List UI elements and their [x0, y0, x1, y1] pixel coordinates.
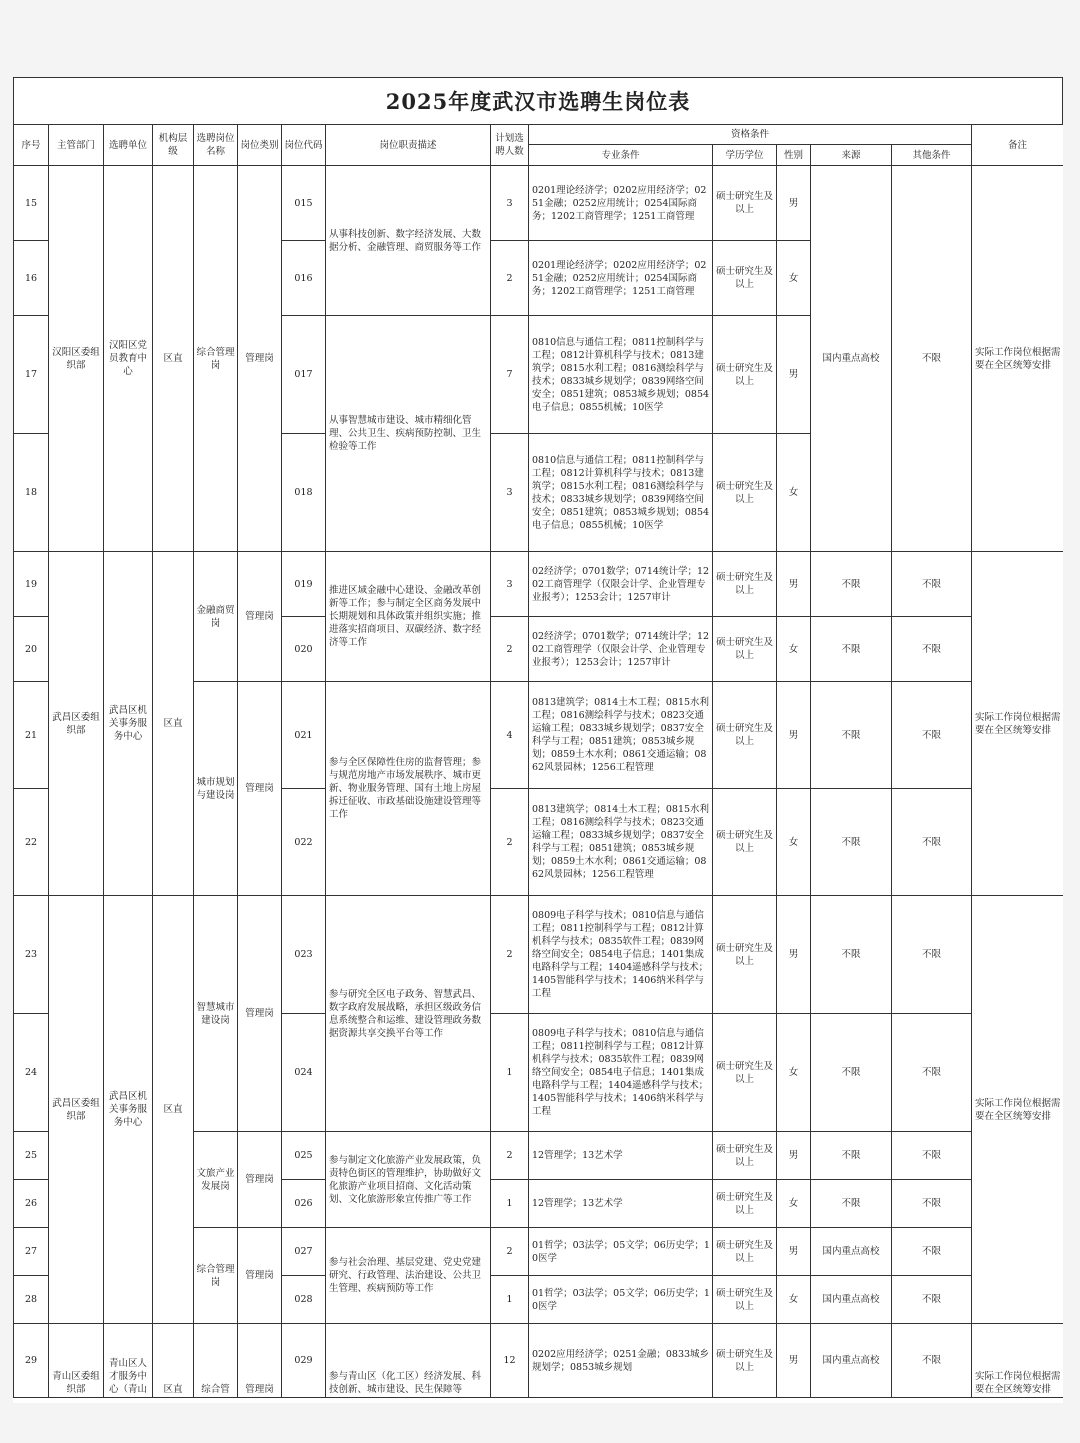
planned-cell: 3 [491, 434, 529, 552]
degree-cell: 硕士研究生及以上 [713, 896, 777, 1014]
duties-cell: 参与社会治理、基层党建、党史党建研究、行政管理、法治建设、公共卫生管理、疾病预防等工作 [326, 1228, 491, 1324]
level-cell: 区直 [153, 1324, 194, 1398]
major-cell: 12管理学；13艺术学 [529, 1180, 713, 1228]
seq-cell: 23 [14, 896, 49, 1014]
source-cell: 不限 [811, 1014, 892, 1132]
seq-cell: 28 [14, 1276, 49, 1324]
other-cell: 不限 [892, 1228, 972, 1276]
gender-cell: 女 [777, 1276, 811, 1324]
header-code: 岗位代码 [282, 125, 326, 166]
duties-cell: 推进区域金融中心建设、金融改革创新等工作；参与制定全区商务发展中长期规划和具体政策并组织实施；推进落实招商项目、双碳经济、数字经济等工作 [326, 552, 491, 682]
position-cell: 综合管理岗 [194, 1228, 238, 1324]
major-cell: 0810信息与通信工程；0811控制科学与工程；0812计算机科学与技术；0813建筑学；0815水利工程；0816测绘科学与技术；0833城乡规划学；0839网络空间安全；0851建筑；0853城乡规划；0854电子信息；0855机械；10医学 [529, 434, 713, 552]
degree-cell: 硕士研究生及以上 [713, 241, 777, 316]
duties-cell: 参与制定文化旅游产业发展政策，负责特色街区的管理维护，协助做好文化旅游产业项目招商、文化活动策划、文化旅游形象宣传推广等工作 [326, 1132, 491, 1228]
position-cell: 综合管 [194, 1324, 238, 1398]
position-cell: 综合管理岗 [194, 166, 238, 552]
position-cell: 金融商贸岗 [194, 552, 238, 682]
unit-cell: 武昌区机关事务服务中心 [104, 552, 153, 896]
planned-cell: 4 [491, 682, 529, 789]
duties-cell: 从事智慧城市建设、城市精细化管理、公共卫生、疾病预防控制、卫生检验等工作 [326, 316, 491, 552]
seq-cell: 20 [14, 617, 49, 682]
major-cell: 0201理论经济学；0202应用经济学；0251金融；0252应用统计；0254国际商务；1202工商管理学；1251工商管理 [529, 166, 713, 241]
other-cell: 不限 [892, 552, 972, 617]
degree-cell: 硕士研究生及以上 [713, 552, 777, 617]
gender-cell: 男 [777, 1324, 811, 1398]
planned-cell: 1 [491, 1014, 529, 1132]
header-qualifications: 资格条件 [529, 125, 972, 145]
major-cell: 02经济学；0701数学；0714统计学；1202工商管理学（仅限会计学、企业管理专业报考）；1253会计；1257审计 [529, 552, 713, 617]
position-cell: 文旅产业发展岗 [194, 1132, 238, 1228]
header-planned: 计划选聘人数 [491, 125, 529, 166]
gender-cell: 男 [777, 682, 811, 789]
other-cell: 不限 [892, 1014, 972, 1132]
category-cell: 管理岗 [238, 896, 282, 1132]
degree-cell: 硕士研究生及以上 [713, 1276, 777, 1324]
source-cell: 国内重点高校 [811, 1276, 892, 1324]
seq-cell: 15 [14, 166, 49, 241]
source-cell: 不限 [811, 1132, 892, 1180]
source-cell: 不限 [811, 682, 892, 789]
planned-cell: 2 [491, 896, 529, 1014]
source-cell: 不限 [811, 789, 892, 896]
position-cell: 智慧城市建设岗 [194, 896, 238, 1132]
table-row [14, 1324, 1064, 1398]
code-cell: 020 [282, 617, 326, 682]
major-cell: 01哲学；03法学；05文学；06历史学；10医学 [529, 1228, 713, 1276]
dept-cell: 汉阳区委组织部 [49, 166, 104, 552]
header-seq: 序号 [14, 125, 49, 166]
unit-cell: 武昌区机关事务服务中心 [104, 896, 153, 1324]
header-major: 专业条件 [529, 145, 713, 166]
level-cell: 区直 [153, 166, 194, 552]
category-cell: 管理岗 [238, 552, 282, 682]
planned-cell: 3 [491, 552, 529, 617]
seq-cell: 17 [14, 316, 49, 434]
seq-cell: 18 [14, 434, 49, 552]
gender-cell: 男 [777, 166, 811, 241]
code-cell: 017 [282, 316, 326, 434]
gender-cell: 男 [777, 552, 811, 617]
gender-cell: 女 [777, 617, 811, 682]
gender-cell: 男 [777, 316, 811, 434]
code-cell: 024 [282, 1014, 326, 1132]
degree-cell: 硕士研究生及以上 [713, 434, 777, 552]
seq-cell: 25 [14, 1132, 49, 1180]
planned-cell: 7 [491, 316, 529, 434]
gender-cell: 女 [777, 434, 811, 552]
degree-cell: 硕士研究生及以上 [713, 682, 777, 789]
major-cell: 02经济学；0701数学；0714统计学；1202工商管理学（仅限会计学、企业管理专业报考）；1253会计；1257审计 [529, 617, 713, 682]
positions-table [13, 124, 1063, 1398]
code-cell: 021 [282, 682, 326, 789]
code-cell: 025 [282, 1132, 326, 1180]
header-source: 来源 [811, 145, 892, 166]
code-cell: 015 [282, 166, 326, 241]
degree-cell: 硕士研究生及以上 [713, 789, 777, 896]
other-cell: 不限 [892, 896, 972, 1014]
major-cell: 0809电子科学与技术；0810信息与通信工程；0811控制科学与工程；0812计算机科学与技术；0835软件工程；0839网络空间安全；0854电子信息；1401集成电路科学与工程；1404遥感科学与技术；1405智能科学与技术；1406纳米科学与工程 [529, 896, 713, 1014]
category-cell: 管理岗 [238, 1132, 282, 1228]
code-cell: 026 [282, 1180, 326, 1228]
major-cell: 0813建筑学；0814土木工程；0815水利工程；0816测绘科学与技术；0823交通运输工程；0833城乡规划学；0837安全科学与工程；0851建筑；0853城乡规划；0859土木水利；0861交通运输；0862风景园林；1256工程管理 [529, 682, 713, 789]
source-cell: 不限 [811, 896, 892, 1014]
header-duties: 岗位职责描述 [326, 125, 491, 166]
degree-cell: 硕士研究生及以上 [713, 617, 777, 682]
seq-cell: 22 [14, 789, 49, 896]
code-cell: 016 [282, 241, 326, 316]
remarks-cell: 实际工作岗位根据需要在全区统筹安排 [972, 1324, 1063, 1398]
other-cell: 不限 [892, 682, 972, 789]
major-cell: 0810信息与通信工程；0811控制科学与工程；0812计算机科学与技术；0813建筑学；0815水利工程；0816测绘科学与技术；0833城乡规划学；0839网络空间安全；0851建筑；0853城乡规划；0854电子信息；0855机械；10医学 [529, 316, 713, 434]
other-cell: 不限 [892, 789, 972, 896]
other-cell: 不限 [892, 1132, 972, 1180]
major-cell: 01哲学；03法学；05文学；06历史学；10医学 [529, 1276, 713, 1324]
seq-cell: 16 [14, 241, 49, 316]
degree-cell: 硕士研究生及以上 [713, 1014, 777, 1132]
code-cell: 023 [282, 896, 326, 1014]
gender-cell: 女 [777, 789, 811, 896]
code-cell: 019 [282, 552, 326, 617]
category-cell: 管理岗 [238, 1228, 282, 1324]
code-cell: 029 [282, 1324, 326, 1398]
header-level: 机构层级 [153, 125, 194, 166]
header-dept: 主管部门 [49, 125, 104, 166]
degree-cell: 硕士研究生及以上 [713, 1132, 777, 1180]
source-cell: 不限 [811, 1180, 892, 1228]
level-cell: 区直 [153, 896, 194, 1324]
source-cell: 不限 [811, 617, 892, 682]
remarks-cell: 实际工作岗位根据需要在全区统筹安排 [972, 166, 1063, 552]
unit-cell: 青山区人才服务中心（青山 [104, 1324, 153, 1398]
degree-cell: 硕士研究生及以上 [713, 166, 777, 241]
major-cell: 12管理学；13艺术学 [529, 1132, 713, 1180]
planned-cell: 2 [491, 1132, 529, 1180]
duties-cell: 参与全区保障性住房的监督管理；参与规范房地产市场发展秩序、城市更新、物业服务管理、国有土地上房屋拆迁征收、市政基础设施建设管理等工作 [326, 682, 491, 896]
gender-cell: 女 [777, 241, 811, 316]
code-cell: 022 [282, 789, 326, 896]
duties-cell: 从事科技创新、数字经济发展、大数据分析、金融管理、商贸服务等工作 [326, 166, 491, 316]
dept-cell: 武昌区委组织部 [49, 552, 104, 896]
seq-cell: 21 [14, 682, 49, 789]
seq-cell: 19 [14, 552, 49, 617]
category-cell: 管理岗 [238, 166, 282, 552]
degree-cell: 硕士研究生及以上 [713, 316, 777, 434]
seq-cell: 29 [14, 1324, 49, 1398]
major-cell: 0809电子科学与技术；0810信息与通信工程；0811控制科学与工程；0812计算机科学与技术；0835软件工程；0839网络空间安全；0854电子信息；1401集成电路科学与工程；1404遥感科学与技术；1405智能科学与技术；1406纳米科学与工程 [529, 1014, 713, 1132]
seq-cell: 24 [14, 1014, 49, 1132]
header-category: 岗位类别 [238, 125, 282, 166]
gender-cell: 男 [777, 1228, 811, 1276]
code-cell: 028 [282, 1276, 326, 1324]
job-table-sheet [13, 77, 1063, 1403]
category-cell: 管理岗 [238, 1324, 282, 1398]
source-cell: 不限 [811, 552, 892, 617]
degree-cell: 硕士研究生及以上 [713, 1180, 777, 1228]
category-cell: 管理岗 [238, 682, 282, 896]
planned-cell: 1 [491, 1180, 529, 1228]
degree-cell: 硕士研究生及以上 [713, 1228, 777, 1276]
dept-cell: 武昌区委组织部 [49, 896, 104, 1324]
header-other: 其他条件 [892, 145, 972, 166]
remarks-cell: 实际工作岗位根据需要在全区统筹安排 [972, 896, 1063, 1324]
planned-cell: 2 [491, 1228, 529, 1276]
other-cell: 不限 [892, 617, 972, 682]
dept-cell: 青山区委组织部 [49, 1324, 104, 1398]
code-cell: 018 [282, 434, 326, 552]
remarks-cell: 实际工作岗位根据需要在全区统筹安排 [972, 552, 1063, 896]
seq-cell: 27 [14, 1228, 49, 1276]
gender-cell: 女 [777, 1180, 811, 1228]
major-cell: 0202应用经济学；0251金融；0833城乡规划学；0853城乡规划 [529, 1324, 713, 1398]
planned-cell: 3 [491, 166, 529, 241]
planned-cell: 12 [491, 1324, 529, 1398]
table-title: 2025年度武汉市选聘生岗位表 [13, 77, 1063, 125]
other-cell: 不限 [892, 1276, 972, 1324]
header-unit: 选聘单位 [104, 125, 153, 166]
duties-cell: 参与研究全区电子政务、智慧武昌、数字政府发展战略，承担区级政务信息系统整合和运维、建设管理政务数据资源共享交换平台等工作 [326, 896, 491, 1132]
source-cell: 国内重点高校 [811, 1324, 892, 1398]
source-cell: 国内重点高校 [811, 166, 892, 552]
planned-cell: 2 [491, 617, 529, 682]
seq-cell: 26 [14, 1180, 49, 1228]
position-cell: 城市规划与建设岗 [194, 682, 238, 896]
table-row [14, 166, 1064, 241]
degree-cell: 硕士研究生及以上 [713, 1324, 777, 1398]
planned-cell: 2 [491, 789, 529, 896]
table-row [14, 552, 1064, 617]
table-row [14, 896, 1064, 1014]
planned-cell: 2 [491, 241, 529, 316]
other-cell: 不限 [892, 1324, 972, 1398]
duties-cell: 参与青山区（化工区）经济发展、科技创新、城市建设、民生保障等 [326, 1324, 491, 1398]
other-cell: 不限 [892, 166, 972, 552]
major-cell: 0201理论经济学；0202应用经济学；0251金融；0252应用统计；0254国际商务；1202工商管理学；1251工商管理 [529, 241, 713, 316]
gender-cell: 男 [777, 896, 811, 1014]
header-remarks: 备注 [972, 125, 1063, 166]
gender-cell: 女 [777, 1014, 811, 1132]
planned-cell: 1 [491, 1276, 529, 1324]
unit-cell: 汉阳区党员教育中心 [104, 166, 153, 552]
code-cell: 027 [282, 1228, 326, 1276]
other-cell: 不限 [892, 1180, 972, 1228]
header-degree: 学历学位 [713, 145, 777, 166]
header-gender: 性别 [777, 145, 811, 166]
major-cell: 0813建筑学；0814土木工程；0815水利工程；0816测绘科学与技术；0823交通运输工程；0833城乡规划学；0837安全科学与工程；0851建筑；0853城乡规划；0859土木水利；0861交通运输；0862风景园林；1256工程管理 [529, 789, 713, 896]
gender-cell: 男 [777, 1132, 811, 1180]
level-cell: 区直 [153, 552, 194, 896]
header-position: 选聘岗位名称 [194, 125, 238, 166]
source-cell: 国内重点高校 [811, 1228, 892, 1276]
